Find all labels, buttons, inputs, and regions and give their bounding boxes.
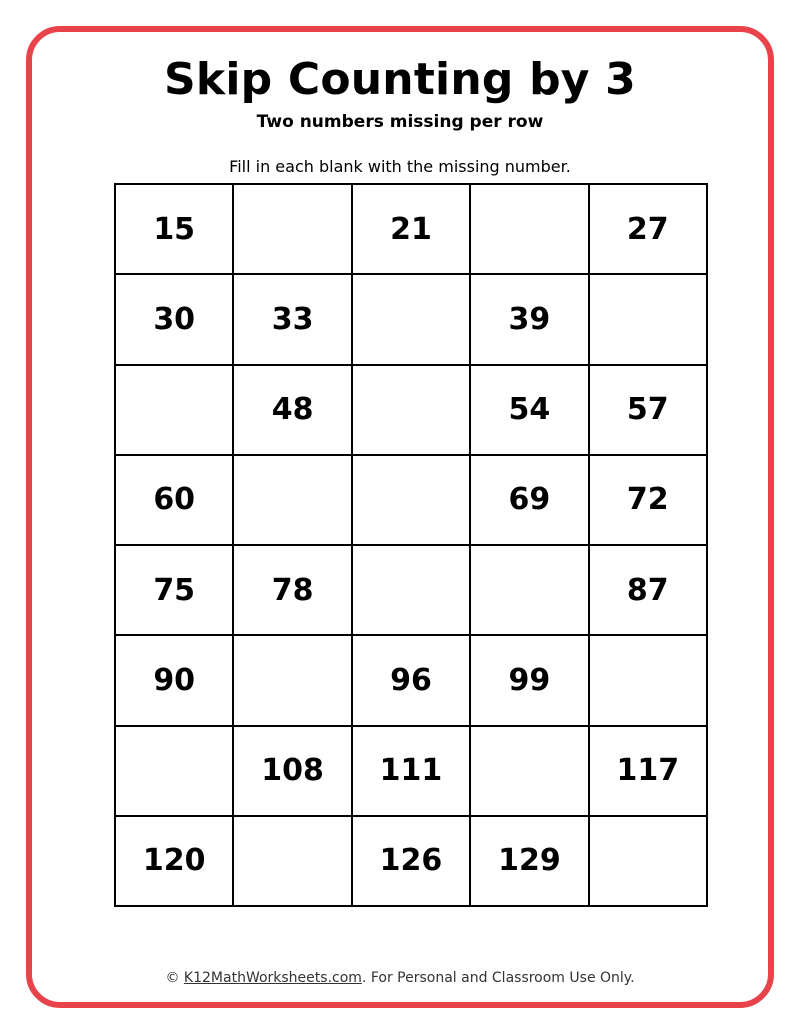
blank-cell[interactable] (116, 727, 234, 817)
number-cell: 111 (353, 727, 471, 817)
blank-cell[interactable] (590, 817, 708, 907)
blank-cell[interactable] (234, 636, 352, 726)
number-cell: 57 (590, 366, 708, 456)
number-cell: 96 (353, 636, 471, 726)
number-cell: 117 (590, 727, 708, 817)
number-cell: 87 (590, 546, 708, 636)
blank-cell[interactable] (234, 185, 352, 275)
number-cell: 108 (234, 727, 352, 817)
page-title: Skip Counting by 3 (164, 54, 636, 105)
number-cell: 90 (116, 636, 234, 726)
number-cell: 78 (234, 546, 352, 636)
number-cell: 48 (234, 366, 352, 456)
site-link[interactable]: K12MathWorksheets.com (183, 970, 362, 986)
blank-cell[interactable] (590, 275, 708, 365)
footer (0, 968, 800, 988)
copyright-symbol: © (165, 970, 180, 986)
blank-cell[interactable] (471, 546, 589, 636)
number-cell: 21 (353, 185, 471, 275)
blank-cell[interactable] (234, 817, 352, 907)
number-cell: 27 (590, 185, 708, 275)
number-cell: 54 (471, 366, 589, 456)
footer-notice: . For Personal and Classroom Use Only. (361, 970, 635, 986)
number-cell: 39 (471, 275, 589, 365)
number-cell: 99 (471, 636, 589, 726)
number-cell: 69 (471, 456, 589, 546)
page-subtitle: Two numbers missing per row (256, 112, 544, 132)
blank-cell[interactable] (353, 275, 471, 365)
number-cell: 120 (116, 817, 234, 907)
number-cell: 60 (116, 456, 234, 546)
blank-cell[interactable] (116, 366, 234, 456)
blank-cell[interactable] (353, 546, 471, 636)
number-cell: 72 (590, 456, 708, 546)
blank-cell[interactable] (471, 727, 589, 817)
blank-cell[interactable] (471, 185, 589, 275)
instructions-text: Fill in each blank with the missing number. (229, 157, 571, 176)
number-cell: 15 (116, 185, 234, 275)
number-cell: 75 (116, 546, 234, 636)
number-cell: 33 (234, 275, 352, 365)
number-cell: 126 (353, 817, 471, 907)
blank-cell[interactable] (234, 456, 352, 546)
number-grid (114, 183, 708, 907)
number-cell: 129 (471, 817, 589, 907)
number-cell: 30 (116, 275, 234, 365)
blank-cell[interactable] (590, 636, 708, 726)
blank-cell[interactable] (353, 456, 471, 546)
blank-cell[interactable] (353, 366, 471, 456)
